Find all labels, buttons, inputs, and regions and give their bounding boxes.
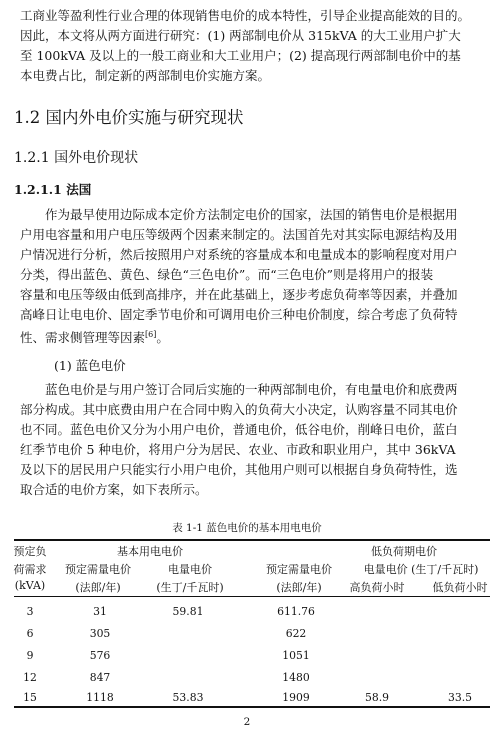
text-line: 本电费占比，制定新的两部制电价实施方案。 (20, 68, 271, 83)
table-cell: 31 (93, 605, 107, 618)
header-cell: 高负荷小时 (349, 581, 405, 594)
header-cell: 电量电价 (168, 563, 212, 576)
france-paragraph (20, 205, 490, 345)
header-group-basic: 基本用电电价 (117, 545, 183, 558)
table-cell: 58.9 (364, 691, 390, 704)
section-heading-1-2: 1.2 国内外电价实施与研究现状 (14, 108, 244, 127)
section-heading-1-2-1: 1.2.1 国外电价现状 (14, 150, 139, 166)
text-line: 作为最早使用边际成本定价方法制定电价的国家，法国的销售电价是根据用 (45, 207, 458, 222)
header-cell: 电量电价 (生丁/千瓦时) (363, 563, 479, 576)
text-line: 及以下的居民用户只能实行小用户电价，其他用户则可以根据自身负荷特性，选 (20, 462, 458, 477)
text-line: 红季节电价 5 种电价，将用户分为居民、农业、市政和职业用户，其中 36kVA (20, 442, 456, 457)
table-top-rule (14, 539, 490, 541)
text-line: 分类，得出蓝色、黄色、绿色“三色电价”。而“三色电价”则是将用户的报装 (20, 267, 434, 282)
table-caption: 表 1-1 蓝色电价的基本用电电价 (172, 522, 322, 534)
text-fragment: 。 (156, 330, 169, 346)
header-cell: (生丁/千瓦时) (156, 581, 224, 594)
table-cell: 611.76 (277, 605, 315, 618)
text-line (20, 325, 490, 345)
table-cell: 1118 (86, 691, 114, 704)
table-cell: 53.83 (172, 691, 204, 704)
table-cell: 1909 (282, 691, 310, 704)
table-cell: 305 (89, 627, 111, 640)
text-line: 户用电容量和用户电压等级两个因素来制定的。法国首先对其实际电源结构及用 (20, 227, 458, 242)
table-cell: 9 (26, 649, 34, 662)
header-group-low-load: 低负荷期电价 (371, 545, 437, 558)
text-line: 蓝色电价是与用户签订合同后实施的一种两部制电价，有电量电价和底费两 (45, 382, 458, 397)
page-number: 2 (243, 716, 251, 728)
text-line: 部分构成。其中底费由用户在合同中购入的负荷大小决定，认购容量不同其电价 (20, 402, 458, 417)
header-cell: 荷需求 (13, 563, 47, 576)
text-line: 因此，本文将从两方面进行研究：(1) 两部制电价从 315kVA 的大工业用户扩大 (20, 28, 461, 43)
table-cell: 6 (26, 627, 34, 640)
text-line: 容量和电压等级由低到高排序，并在此基础上，逐步考虑负荷率等因素，并叠加 (20, 287, 458, 302)
header-cell: 低负荷小时 (432, 581, 488, 594)
header-cell: 预定负 (13, 545, 47, 558)
table-bottom-rule (14, 706, 490, 708)
text-line: 取合适的电价方案，如下表所示。 (20, 482, 208, 497)
table-header-rule (14, 596, 490, 597)
text-line: 工商业等盈利性行业合理的体现销售电价的成本特性，引导企业提高能效的目的。 (20, 8, 471, 23)
table-cell: 15 (23, 691, 37, 704)
blue-tariff-paragraph (20, 380, 490, 500)
header-cell: 预定需量电价 (266, 563, 332, 576)
intro-paragraph (20, 6, 490, 86)
header-cell: (法郎/年) (276, 581, 322, 594)
table-cell: 847 (89, 671, 111, 684)
subheading-blue-tariff: (1) 蓝色电价 (54, 358, 126, 373)
text-line: 至 100kVA 及以上的一般工商业和大工业用户；(2) 提高现行两部制电价中的基 (20, 48, 461, 63)
table-cell: 622 (285, 627, 307, 640)
header-cell: (kVA) (14, 579, 46, 592)
table-cell: 3 (26, 605, 34, 618)
table-cell: 12 (23, 671, 37, 684)
text-fragment: 性、需求侧管理等因素 (20, 330, 146, 346)
header-cell: (法郎/年) (75, 581, 121, 594)
table-cell: 33.5 (447, 691, 473, 704)
section-heading-1-2-1-1: 1.2.1.1 法国 (14, 182, 92, 197)
text-line: 也不同。蓝色电价又分为小用户电价，普通电价，低谷电价，削峰日电价，蓝白 (20, 422, 458, 437)
header-cell: 预定需量电价 (65, 563, 131, 576)
table-cell: 1480 (282, 671, 310, 684)
table-cell: 59.81 (172, 605, 204, 618)
table-cell: 576 (89, 649, 111, 662)
text-line: 高峰日让电电价、固定季节电价和可调用电价三种电价制度，综合考虑了负荷特 (20, 307, 458, 322)
citation-reference: [6] (145, 330, 157, 339)
table-cell: 1051 (282, 649, 310, 662)
text-line: 户情况进行分析，然后按照用户对系统的容量成本和电量成本的影响程度对用户 (20, 247, 458, 262)
